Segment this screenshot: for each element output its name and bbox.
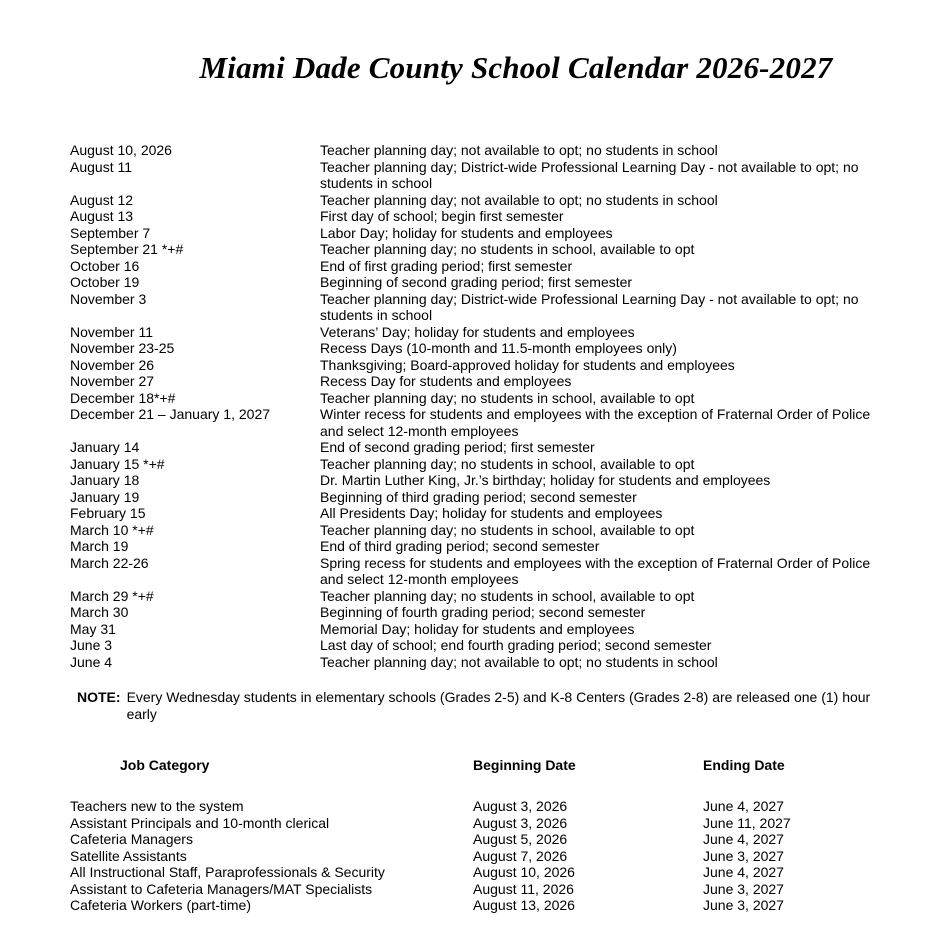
- event-date: January 19: [70, 488, 140, 505]
- event-description: Teacher planning day; District-wide Professional Learning Day - not available to opt; no students in school: [320, 158, 859, 191]
- event-description: Veterans’ Day; holiday for students and employees: [320, 323, 635, 340]
- event-date: June 4: [70, 653, 113, 670]
- event-row: [70, 538, 900, 555]
- job-category: Assistant Principals and 10-month clerical: [70, 814, 330, 831]
- event-row: [70, 472, 900, 489]
- header-job-category: Job Category: [120, 757, 210, 773]
- event-row: [70, 324, 900, 341]
- header-ending-date: Ending Date: [703, 757, 785, 773]
- job-row: [70, 848, 900, 865]
- job-category: Cafeteria Workers (part-time): [70, 897, 252, 913]
- job-ending-date: June 4, 2027: [703, 831, 784, 847]
- job-row: [70, 798, 900, 815]
- event-description: Winter recess for students and employees with the exception of Fraternal Order of Police and select 12-month employees: [320, 406, 871, 439]
- event-date: January 14: [70, 439, 140, 455]
- event-row: [70, 505, 900, 522]
- event-description: Last day of school; end fourth grading period; second semester: [320, 637, 712, 653]
- event-date: November 27: [70, 373, 155, 389]
- event-row: [70, 225, 900, 242]
- event-row: [70, 192, 900, 209]
- event-row: [70, 555, 900, 588]
- event-description: Teacher planning day; not available to opt; no students in school: [320, 653, 718, 670]
- event-description: Teacher planning day; not available to opt; no students in school: [320, 191, 718, 208]
- header-beginning-date: Beginning Date: [473, 757, 576, 773]
- event-date: March 19: [70, 538, 129, 554]
- event-description: Thanksgiving; Board-approved holiday for students and employees: [320, 356, 735, 373]
- event-description: Labor Day; holiday for students and employees: [320, 224, 613, 241]
- event-description: Memorial Day; holiday for students and employees: [320, 620, 635, 637]
- note-label: NOTE:: [77, 689, 121, 705]
- event-row: [70, 208, 900, 225]
- event-row: [70, 522, 900, 539]
- job-beginning-date: August 7, 2026: [473, 847, 568, 864]
- event-description: Dr. Martin Luther King, Jr.’s birthday; holiday for students and employees: [320, 472, 771, 488]
- job-row: [70, 815, 900, 832]
- job-ending-date: June 11, 2027: [703, 814, 791, 831]
- job-ending-date: June 3, 2027: [703, 880, 784, 897]
- job-ending-date: June 4, 2027: [703, 864, 784, 880]
- event-row: [70, 142, 900, 159]
- event-description: Teacher planning day; not available to opt; no students in school: [320, 142, 718, 158]
- event-date: November 3: [70, 290, 147, 307]
- event-row: [70, 654, 900, 671]
- job-row: [70, 881, 900, 898]
- event-date: August 13: [70, 208, 134, 224]
- event-date: December 18*+#: [70, 389, 176, 406]
- event-description: Teacher planning day; no students in school, available to opt: [320, 455, 695, 472]
- job-row: [70, 864, 900, 881]
- event-row: [70, 604, 900, 621]
- job-table: [70, 756, 900, 914]
- event-date: June 3: [70, 637, 113, 653]
- event-row: [70, 241, 900, 258]
- event-row: [70, 489, 900, 506]
- event-date: August 12: [70, 191, 134, 208]
- event-date: March 29 *+#: [70, 587, 154, 604]
- job-ending-date: June 4, 2027: [703, 798, 784, 814]
- event-date: January 15 *+#: [70, 455, 165, 472]
- job-category: Satellite Assistants: [70, 847, 187, 864]
- event-description: Beginning of third grading period; second semester: [320, 488, 637, 505]
- event-description: Beginning of second grading period; first semester: [320, 274, 633, 290]
- event-date: August 10, 2026: [70, 142, 172, 158]
- event-date: March 22-26: [70, 554, 149, 571]
- event-row: [70, 439, 900, 456]
- event-description: End of third grading period; second semester: [320, 538, 600, 554]
- event-row: [70, 340, 900, 357]
- event-row: [70, 588, 900, 605]
- event-row: [70, 456, 900, 473]
- job-beginning-date: August 5, 2026: [473, 831, 568, 847]
- event-description: Spring recess for students and employees with the exception of Fraternal Order of Police and select 12-month employees: [320, 554, 871, 587]
- event-row: [70, 637, 900, 654]
- event-date: September 21 *+#: [70, 241, 184, 257]
- event-description: Teacher planning day; no students in school, available to opt: [320, 389, 695, 406]
- job-beginning-date: August 3, 2026: [473, 798, 568, 814]
- event-row: [70, 406, 900, 439]
- job-beginning-date: August 11, 2026: [473, 880, 574, 897]
- job-category: Cafeteria Managers: [70, 831, 193, 847]
- job-beginning-date: August 3, 2026: [473, 814, 568, 831]
- event-description: End of first grading period; first semester: [320, 257, 573, 274]
- job-category: All Instructional Staff, Paraprofessionals & Security: [70, 864, 385, 880]
- event-row: [70, 621, 900, 638]
- event-description: Teacher planning day; no students in school, available to opt: [320, 587, 695, 604]
- event-date: November 23-25: [70, 340, 175, 356]
- job-beginning-date: August 13, 2026: [473, 897, 575, 913]
- event-row: [70, 390, 900, 407]
- job-category: Assistant to Cafeteria Managers/MAT Specialists: [70, 880, 373, 897]
- event-date: November 11: [70, 323, 154, 340]
- event-row: [70, 258, 900, 275]
- event-description: Teacher planning day; no students in school, available to opt: [320, 241, 695, 257]
- page-title: [0, 50, 926, 86]
- events-list: [70, 142, 900, 670]
- job-row: [70, 897, 900, 914]
- job-row: [70, 831, 900, 848]
- event-date: October 19: [70, 274, 140, 290]
- event-date: February 15: [70, 505, 146, 521]
- event-date: March 30: [70, 604, 129, 620]
- event-date: September 7: [70, 224, 151, 241]
- event-date: January 18: [70, 472, 140, 488]
- event-description: Recess Days (10-month and 11.5-month employees only): [320, 340, 677, 356]
- event-description: Teacher planning day; no students in school, available to opt: [320, 521, 695, 538]
- event-row: [70, 357, 900, 374]
- job-table-header: [70, 756, 900, 774]
- event-date: November 26: [70, 356, 155, 373]
- event-description: First day of school; begin first semester: [320, 208, 564, 224]
- event-date: August 11: [70, 158, 133, 175]
- event-description: End of second grading period; first semester: [320, 439, 595, 455]
- event-row: [70, 274, 900, 291]
- job-table-body: [70, 798, 900, 914]
- page-title-text: Miami Dade County School Calendar 2026-2027: [199, 50, 833, 85]
- event-row: [70, 291, 900, 324]
- event-row: [70, 159, 900, 192]
- event-description: Recess Day for students and employees: [320, 373, 572, 389]
- job-ending-date: June 3, 2027: [703, 897, 784, 913]
- job-ending-date: June 3, 2027: [703, 847, 784, 864]
- event-date: March 10 *+#: [70, 521, 154, 538]
- event-date: October 16: [70, 257, 140, 274]
- event-description: Beginning of fourth grading period; second semester: [320, 604, 646, 620]
- note-text: Every Wednesday students in elementary schools (Grades 2-5) and K-8 Centers (Grades 2-8) are released one (1) hour early: [126, 689, 871, 722]
- event-description: Teacher planning day; District-wide Professional Learning Day - not available to opt; no students in school: [320, 290, 859, 323]
- note: [77, 689, 897, 722]
- event-description: All Presidents Day; holiday for students and employees: [320, 505, 663, 521]
- event-date: May 31: [70, 620, 116, 637]
- event-date: December 21 – January 1, 2027: [70, 406, 271, 422]
- event-row: [70, 373, 900, 390]
- job-beginning-date: August 10, 2026: [473, 864, 575, 880]
- job-category: Teachers new to the system: [70, 798, 244, 814]
